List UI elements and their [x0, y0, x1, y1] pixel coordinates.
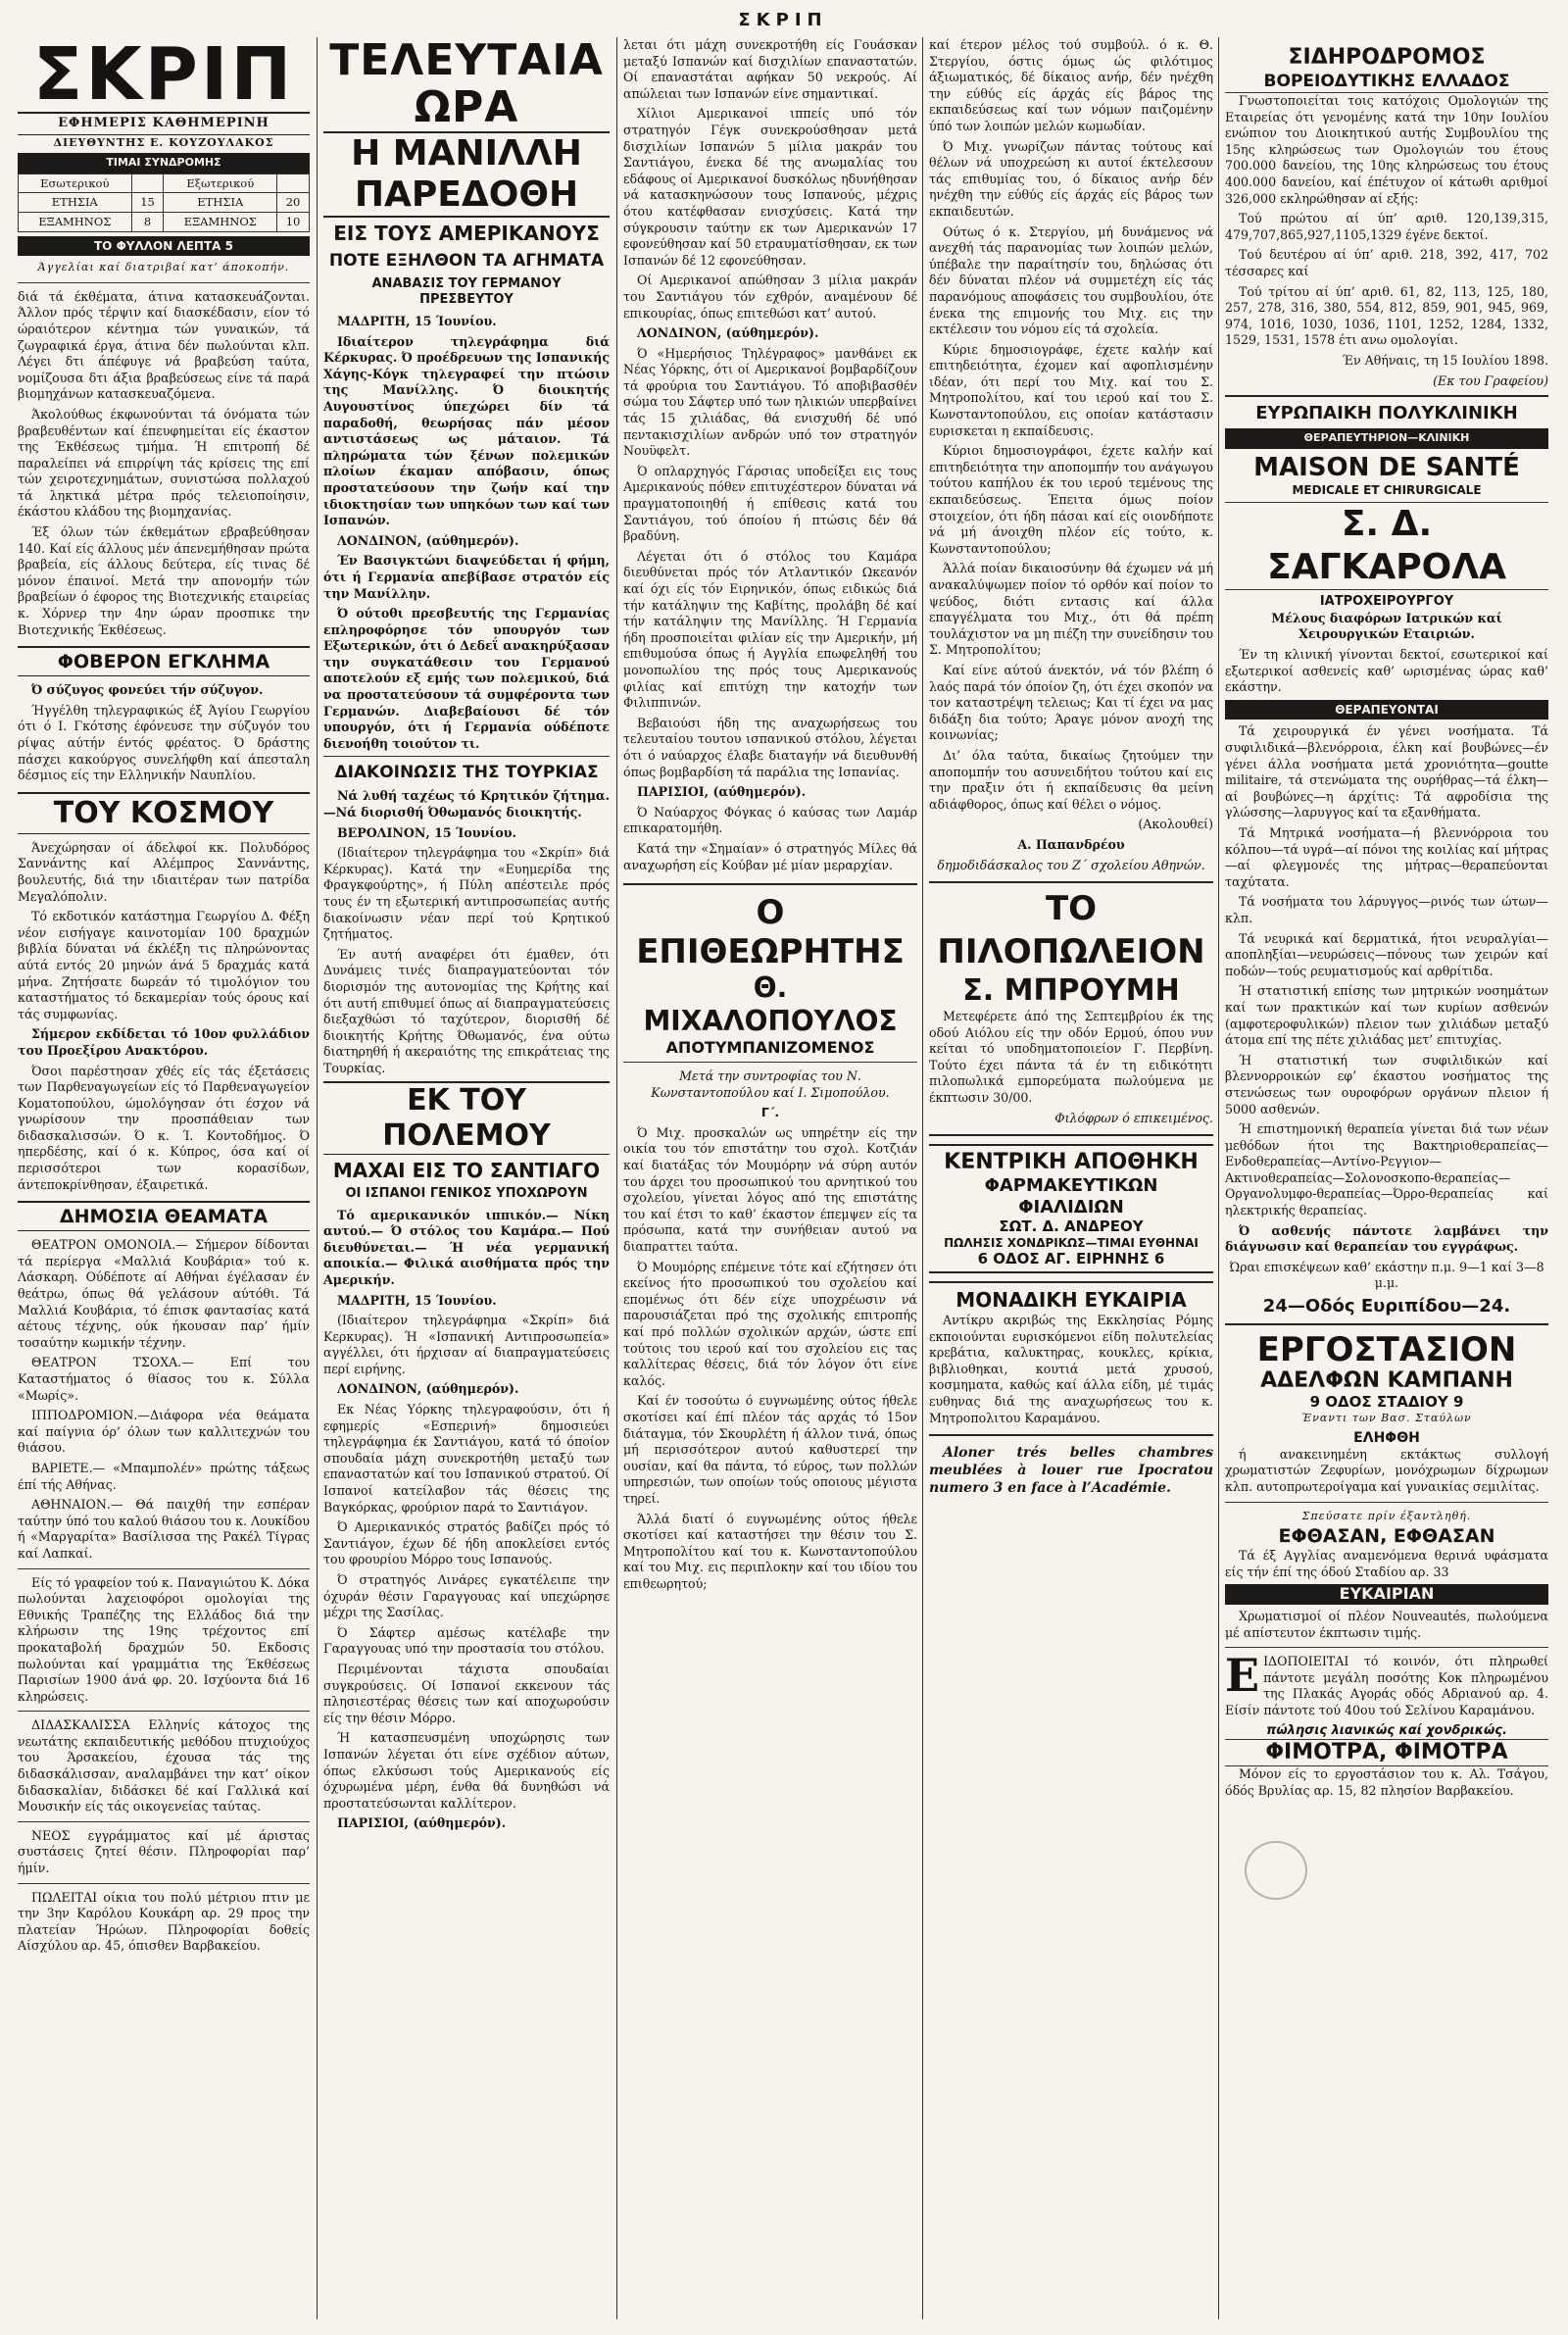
fashion-heading: ΕΦΘΑΣΑΝ, ΕΦΘΑΣΑΝ	[1278, 1525, 1495, 1548]
price-cell: 15	[131, 193, 164, 213]
masthead-title: ΣΚΡΙΠ	[32, 37, 295, 117]
ad-sign: Φιλόφρων ό επικειμένος.	[1054, 1110, 1213, 1125]
paragraph: Ή επιστημονική θεραπεία γίνεται διά των νέων μεθόδων ήτοι της Βακτηριοθεραπείας—Ενδοθεραπείας—Αντίνο-Ρεγγιον—Ακτινοθεραπείας—Σολονοσκοπο-θεραπείας—Οργανολυμφο-θεραπείας—Όρρο-θεραπείας καί ηλεκτρικής θεραπείας.	[1225, 1121, 1548, 1218]
notice-text: ΙΔΟΠΟΙΕΙΤΑΙ τό κοινόν, ότι πληρωθεί πάντοτε μεγάλη ποσότης Κοκ πληρωμένου της Πλακάς Αγοράς οδός Αδριανού αρ. 4. Είσίν πάντοτε τού 40ου τού Σελίνου Καραμάνου.	[1225, 1654, 1548, 1717]
ad-text: Αντίκρυ ακριβώς της Εκκλησίας Ρόμης εκποιούνται ευρισκόμενοι είδη πολυτελείας κρεβάτια, καλυκτηρας, κουκλες, κρίκια, βιβλιοθηκαι, κουτιά μετά χρυσού, κοσμηματα, καθώς καί άλλα είδη, μέ τιμάς ευθηνας διά της αναχωρήσεως του κ. Μητροπολιτου Καραμάνου.	[929, 1313, 1213, 1425]
paragraph: ΘΕΑΤΡΟΝ ΤΣΟΧΑ.— Επί του Καταστήματος ό θίασος του κ. Σύλλα «Μωρίς».	[18, 1355, 310, 1403]
banner-manila: Η ΜΑΝΙΛΛΗ ΠΑΡΕΔΟΘΗ	[323, 131, 610, 218]
paragraph: Κατά την «Σημαίαν» ό στρατηγός Μίλες θά αναχωρήση είς Κούβαν μέ μίαν μεραρχίαν.	[623, 840, 917, 872]
price-cell: ΕΞΑΜΗΝΟΣ	[164, 212, 277, 231]
paragraph: Τά Μητρικά νοσήματα—ή βλεννόρροια του κόλπου—τά υγρά—αί πόνοι της κοιλίας καί μήτρας—αί φλεγμονές της μήτρας—θεραπεύονται ταχύτατα.	[1225, 825, 1548, 889]
dateline: ΛΟΝΔΙΝΟΝ, (αύθημερόν).	[337, 532, 519, 548]
paragraph: Ό Μιχ. προσκαλών ως υπηρέτην είς την οικία του τόν επιστάτην του σχολ. Κοτζιάν καί διατάξας τόν Μουμόρην νά σύρη αυτόν του άρχει του προσωπικού του αρνητικού του σχολείου, γίνεται λόγος από της επιστάτης του καί έτσι το καθ’ έκαστον έπεμψεν είς τα πρόσωπα, κατά την συνήθειαν αυτού να διαπραττει ταύτα.	[623, 1124, 917, 1255]
paragraph: Ό ούτοθι πρεσβευτής της Γερμανίας επληροφόρησε τόν υπουργόν των Εξωτερικών, ότι ό Δεδεΐ ανακηρύξασαν την συγκατάθεσιν του Γερμανού αποτελούν εξ εμής των πολεμικού, διά να προστατεύσουν τά συμφέροντα των Γερμανών. Διαβεβαίουσι δέ τόν υπουργόν, ότι ή Γερμανία ούδέποτε διενοήθη τοιούτον τι.	[323, 606, 610, 751]
paragraph: Ή κατασπευσμένη υποχώρησις των Ισπανών λέγεται ότι είνε σχέδιον αύτων, όπως ελκύσωσι τούς Αμερικανούς είς όχυρωμένα μέρη, ένθα θά δυνηθώσι νά προστατεύσωνται καλλίτερον.	[323, 1730, 610, 1811]
paragraph: Ό Μουμόρης επέμεινε τότε καί εζήτησεν ότι εκείνος ήτο προσωπικού του σχολείου καί επομένως ότι δέν είχε υποχρέωσιν νά παρουσιάζεται πρό της σχολικής επιτροπής καί πρό πολλών σχολικών αρχών, ώστε επί τούτοις του ιερού καί του σχολείου εις τας καλλίτερας θέσεις, διά τόν λόγον ότι είνε καλός.	[623, 1259, 917, 1388]
paragraph: Χρωματισμοί οί πλέον Nouveautés, πωλούμενα μέ απίστευτον έκπτωσιν τιμής.	[1225, 1608, 1548, 1640]
paragraph: ΙΠΠΟΔΡΟΜΙΟΝ.—Διάφορα νέα θεάματα καί παίγνια όρ’ όλων των καλλιτεχνών του θιάσου.	[18, 1408, 310, 1456]
ad-pharmacy	[929, 1144, 1213, 1273]
price-cell	[277, 174, 310, 193]
dateline: ΜΑΔΡΙΤΗ, 15 Ίουνίου.	[337, 314, 497, 328]
price-cell: Εξωτερικού	[164, 174, 277, 193]
clinic-address: 24—Οδός Ευριπίδου—24.	[1262, 1296, 1511, 1317]
paragraph: (Ιδιαίτερον τηλεγράφημα «Σκρίπ» διά Κερκυρας). Ή «Ισπανική Αντιπροσωπεία» αγγέλλει, ότι ήρχισαν αί διαπραγματεύσεις περί ειρήνης.	[323, 1313, 610, 1376]
running-head: ΣΚΡΙΠ	[738, 10, 828, 30]
ad-subtitle: Σ. ΜΠΡΟΥΜΗ	[962, 973, 1180, 1009]
dateline: ΠΑΡΙΣΙΟΙ, (αύθημερόν).	[337, 1815, 507, 1831]
paragraph: Ό Μιχ. γνωρίζων πάντας τούτους καί θέλων νά υποχρεώση κι αυτοί έκτελεσουν τάς επιθυμίας του, ό δίκαιος ανήρ δέν ηνέχθη την εύθύς είς άρχάς είς βάρος των εκπαιδευτών.	[929, 138, 1213, 219]
ad-name: ΣΩΤ. Δ. ΑΝΔΡΕΟΥ	[999, 1217, 1144, 1236]
paragraph: (Ιδιαίτερον τηλεγράφημα του «Σκρίπ» διά Κέρκυρας). Κατά την «Ευημερίδα της Φραγκφούρτης», ή Πύλη απέστειλε πρός τους έν τη εξωτερική αντιπροσωπείας αυτής διακοίνωσιν νέαν περί τού Κρητικού ζητήματος.	[323, 845, 610, 942]
section-heading-crime: ΦΟΒΕΡΟΝ ΕΓΚΛΗΜΑ	[18, 646, 310, 676]
ads-note: Άγγελίαι καί διατριβαί κατ’ άποκοπήν.	[37, 261, 290, 274]
paragraph: Έν Βασιγκτώνι διαψεύδεται ή φήμη, ότι ή Γερμανία απεβίβασε στρατόν είς την Μανίλλην.	[323, 553, 610, 601]
inspector-name: Θ. ΜΙΧΑΛΟΠΟΥΛΟΣ	[643, 971, 898, 1038]
paragraph: Ό Αμερικανικός στρατός βαδίζει πρός τό Σαντιάγον, έχων δέ ήδη αποκλείσει εντός του φρουρίου Μόρρο τους Ισπανούς.	[323, 1519, 610, 1567]
clinic-hours: Ώραι επισκέψεων καθ’ εκάστην π.μ. 9—1 καί 3—8 μ.μ.	[1229, 1259, 1544, 1291]
maison-heading: MAISON DE SANTÉ	[1253, 452, 1520, 482]
ad-text: Μετεφέρετε άπό της Σεπτεμβρίου έκ της οδού Αιόλου είς την οδόν Ερμού, όπου νυν κείται τό υποδηματοποιείον Γ. Περβίνη. Τούτο έχει πάντα τά έν τη ειδικότητι πιλοπωλικά εμπορεύματα πωλούμενα με έκπτωσιν 30/00.	[929, 1009, 1213, 1106]
velvet-lead: πώλησις λιανικώς καί χονδρικώς.	[1266, 1722, 1507, 1738]
paragraph: Γνωστοποιείται τοις κατόχοις Ομολογιών της Εταιρείας ότι γενομένης κατά την 10ην Ιουλίου ενώπιον του Διοικητικού αυτής Συμβουλίου της 15ης κληρώσεως των Ομολογιών του έτους 700.000 δανείου, της 10ης κληρώσεως του έτους 400.000 δανείου, καί έπέτυχον οί κάτωθι αριθμοί 326,000 εκληρώθησαν αί εξής:	[1225, 93, 1548, 206]
war-lead: Τό αμερικανικόν ιππικόν.— Νίκη αυτού.— Ό στόλος του Καμάρα.— Πού διευθύνεται.— Ή νέα γερμανική αποικία.— Φιλικά αισθήματα πρός την Αμερικήν.	[323, 1207, 610, 1287]
paragraph: Έξ όλων τών έκθεμάτων εβραβεύθησαν 140. Καί είς άλλους μέν άπενεμήθησαν πρώτα βραβεία, είς άλλους δεύτερα, είς τινας δέ μόνον έπαινοί. Μετά την απονομήν τών βραβείων ό έφορος της Βιοτεχνικής εταιρείας κ. Χόρνερ την 4ην ώραν προσπικε την Βιοτεχνικής Έκθέσεως.	[18, 524, 310, 637]
sheet-price: ΤΟ ΦΥΛΛΟΝ ΛΕΠΤΑ 5	[18, 236, 310, 257]
paragraph: Εκ Νέας Υόρκης τηλεγραφούσιν, ότι ή εφημερίς «Εσπερινή» δημοσιεύει τηλεγράφημα έκ Σαντιάγου, κατά τό όποίον σπουδαία μάχη συνεκροτήθη μεταξύ των επαναστατών καί του Ισπανικού στρατού. Οί Ισπανοί κατείλαβον τάς θέσεις της Βαγκόρκας, φρούριον παρά το Σαντιάγον.	[323, 1402, 610, 1515]
paragraph: Ή στατιστική επίσης των μητρικών νοσημάτων καί των πρακτικών καί των κυρίων ασθενών (αμφοτεροφυλικών) πλειον των χιλιάδων μεταξύ άτομα επί της πέτε χιλιάδας μετ’ επιτυχίας.	[1225, 983, 1548, 1048]
banner-last-hour: ΤΕΛΕΥΤΑΙΑ ΩΡΑ	[329, 37, 604, 132]
price-table	[18, 174, 310, 232]
paragraph: Ή στατιστική των συφιλιδικών καί βλεννορροικών εφ’ έκαστου νοσήματος της στενώσεως των ουροφόρων οργάνων πλειον ή 5000 ασθενών.	[1225, 1052, 1548, 1117]
subhead-ships: ΠΟΤΕ ΕΞΗΛΘΟΝ ΤΑ ΑΓΗΜΑΤΑ	[328, 251, 605, 271]
price-cell: 20	[277, 193, 310, 213]
rail-date: Έν Αθήναις, τη 15 Ιουλίου 1898.	[1342, 352, 1548, 368]
ad-hat-shop	[929, 881, 1213, 1136]
price-cell: ΕΞΑΜΗΝΟΣ	[19, 212, 132, 231]
ad-opportunity	[929, 1281, 1213, 1436]
paragraph: Λέγεται ότι ό στόλος του Καμάρα διευθύνεται πρός τόν Ατλαντικόν Ωκεανόν καί όχι είς τόν Ειρηνικόν, όπως ειδικώς διά τήν κατάληψιν της Καβίτης, προλάβη δέ καί τήν κατάληψιν της Μανίλλης. Ή Γερμανία ήδη προσποιείται φιλίαν είς την Αμερικήν, μή επιθυμούσα όπως ή Αγγλία επωφεληθή του μονοπωλίου της πρός τους Αμερικανούς φιλίας καί επιτύχη την κατοχήν των Φιλιππινών.	[623, 548, 917, 711]
paragraph: Τά νευρικά καί δερματικά, ήτοι νευραλγίαι—αποπληξίαι—νευρώσεις—πόνους των χειρών καί ποδών—τούς ρευματισμούς καί αρθρίτιδα.	[1225, 930, 1548, 978]
doctor-lead: Μέλους διαφόρων Ιατρικών καί Χειρουργικών Εταιριών.	[1271, 610, 1502, 642]
paragraph: διά τά έκθέματα, άτινα κατασκευάζονται. Άλλον πρός τέρψιν καί διασκέδασιν, είον τό ώραιότερον κέντημα τών γυναικών, τά ζωγραφικά έργα, άτινα δέν πωλούνται κλπ. Λέγει δτι άπέφυγε νά βραβεύση ταύτα, νομίζουσα δτι άξια βραβεύσεως είνε τά παρά βιομηχάνων κατασκευαζόμενα.	[18, 288, 310, 402]
masthead-director: ΔΙΕΥΘΥΝΤΗΣ Ε. ΚΟΥΖΟΥΛΑΚΟΣ	[53, 135, 274, 149]
paragraph: Άλλά ποίαν δικαιοσύνην θά έχωμεν νά μή ανακαλύψωμεν ποίον τό ορθόν καί ποίον το ψεύδος, διότι εντασις καί άλλα επαγγέλματα του Μιχ., ότι θά πρέπη τουλάχιστον να μη πιέζη την συνείδησιν του Σ. Μητροπολίτου;	[929, 561, 1213, 658]
paragraph: Σήμερον εκδίδεται τό 10ον φυλλάδιον του Προεξίρου Ανακτόρου.	[18, 1026, 310, 1058]
paragraph: Άνεχώρησαν οί άδελφοί κκ. Πολυδόρος Σαννάντης καί Αλέμπρος Σαννάντης, βουλευτής, διά την ιδιαιτέραν των πατρίδα Μεγαλόπολιν.	[18, 839, 310, 904]
paragraph: Περιμένονται τάχιστα σπουδαίαι συγκρούσεις. Οί Ισπανοί εκκενουν τάς πλησιεστέρας θέσεις των καί αποχωρούσιν είς την θέσιν Μόρρο.	[323, 1661, 610, 1725]
dateline: ΠΑΡΙΣΙΟΙ, (αύθημερόν).	[637, 784, 807, 800]
column-4	[929, 37, 1213, 2319]
ad-address: 6 ΟΔΟΣ ΑΓ. ΕΙΡΗΝΗΣ 6	[977, 1250, 1165, 1268]
ad-subtitle: ΦΑΡΜΑΚΕΥΤΙΚΩΝ ΦΙΑΛΙΔΙΩΝ	[984, 1175, 1158, 1218]
clinic-subheading: ΘΕΡΑΠΕΥΤΗΡΙΟΝ—ΚΛΙΝΙΚΗ	[1225, 428, 1548, 449]
paragraph: Ό ασθενής πάντοτε λαμβάνει την διάγνωσιν καί θεραπείαν του εγγράφως.	[1225, 1222, 1548, 1255]
price-cell: Εσωτερικού	[19, 174, 132, 193]
column-3	[623, 37, 917, 2319]
paragraph: Ό στρατηγός Λινάρες εγκατέλειπε την όχυράν θέσιν Γαραγγουας καί υπεχώρησε μέχρι της Σασίλας.	[323, 1572, 610, 1620]
paragraph: Τά χειρουργικά έν γένει νοσήματα. Τά συφιλιδικά—βλενόρροια, έλκη καί βουβώνες—έν γένει άλλα νοσήματα μετά χρονιότητα—goutte militaire, τά στενώματα της ουρήθρας—τά έλκη—αί βουβώνες—η άρχίτις: Τά αφροδίσια της γλώσσης—λαρυγγος καί τα εξανθήματα.	[1225, 723, 1548, 820]
paragraph: ή ανακεινημένη εκτάκτως συλλογή χρωματιστών Ζεφυρίων, μονόχρωμων δίχρωμων κλπ. αυτοπρωτεροίγαμα καί γυναικίας σεμιλίτας.	[1225, 1446, 1548, 1494]
paragraph: καί έτερον μέλος τού συμβούλ. ό κ. Θ. Στεργίου, όστις όμως ώς φιλότιμος άξιωματικός, δέ δίκαιος ανήρ, δέν ηνέχθη την εύθύς είς άρχάς είς βάρος της εκπαιδεύσεως καί των νόμων παιζομένην ύπό των λοιπών μελών κωμωδίαν.	[929, 37, 1213, 133]
paragraph: Ό Σάφτερ αμέσως κατέλαβε την Γαραγγουας υπό την προστασία του στόλου.	[323, 1624, 610, 1657]
subhead-americans: ΕΙΣ ΤΟΥΣ ΑΜΕΡΙΚΑΝΟΥΣ	[333, 222, 600, 245]
paragraph: Καί είνε αύτού άνεκτόν, νά τόν βλέπη ό λαός παρά τόν όποίον ζη, ότι έχει σκοπόν να τον καταστρέψη τελειως; Και τί έχει να μας διδάξη δια τούτο; Άραγε μόνον ανοχή της κοινωνίας;	[929, 662, 1213, 743]
maison-subheading: MEDICALE ET CHIRURGICALE	[1292, 482, 1482, 497]
paragraph: Δι’ όλα ταύτα, δικαίως ζητούμεν την αποπομπήν του ασυνειδήτου τούτου καί εις την πραξιν ότι ή εκπαίδευσις θα μείνη αδιάφθορος, όπως καί θέλει ο νόμος.	[929, 747, 1213, 812]
author-role: δημοδιδάσκαλος του Ζ΄ σχολείου Αθηνών.	[937, 857, 1205, 872]
dateline: ΒΕΡΟΛΙΝΟΝ, 15 Ίουνίου.	[337, 824, 516, 840]
ad-title: ΜΟΝΑΔΙΚΗ ΕΥΚΑΙΡΙΑ	[956, 1288, 1187, 1313]
price-cell	[131, 174, 164, 193]
paragraph: Ό Ναύαρχος Φόγκας ό καύσας των Λαμάρ επικαρατομήθη.	[623, 804, 917, 836]
sale-ad: ΠΩΛΕΙΤΑΙ οίκια του πολύ μέτριου πτιν με την 3ην Καρόλου Κουκάρη αρ. 29 προς την πλατείαν Ήρώων. Πληροφορίαι δοθείς Αίσχύλου αρ. 45, όπισθεν Βαρβακείου.	[18, 1889, 310, 1954]
paragraph: Όσοι παρέστησαν χθές είς τάς έξετάσεις των Παρθεναγωγείων είς τό Παρθεναγωγείον Κοματοπούλου, ώμολόγησαν ότι έσχον νά γνωρίσουν την προσπάθειαν των διδασκαλισσών. Ό κ. Ί. Κοντοδήμος. Ό ηπερδέσης, καί ό κ. Κύπρος, όσα καί οί περισσότεροι των κορασίδων, άντεποκρίνθησαν, έξαιρετικά.	[18, 1063, 310, 1192]
french-ad: Aloner trés belles chambres meublées à louer rue Ipocratou numero 3 en face à l’Académie.	[929, 1445, 1213, 1497]
fashion-lead: Σπεύσατε πρίν έξαντληθή.	[1301, 1509, 1472, 1522]
paragraph: Τού τρίτου αί ύπ’ αριθ. 61, 82, 113, 125, 180, 257, 278, 316, 380, 554, 812, 859, 901, 945, 969, 974, 1016, 1030, 1036, 1101, 1252, 1284, 1332, 1529, 1531, 1578 έτι ανω ομολογίαι.	[1225, 283, 1548, 348]
part-numeral: Γ΄.	[760, 1105, 780, 1120]
teacher-ad: ΔΙΔΑΣΚΑΛΙΣΣΑ Ελληνίς κάτοχος της νεωτάτης εκπαιδευτικής μεθόδου πτυχιούχος του Άρσακείου, έχουσα τάς της διδασκάλισσαν, αναλαμβάνει την κατ’ οίκον διδασκαλίαν, διδάσκει δέ καί Γαλλικά καί Μουσικήν είς τάς οικογενείας ταύτας.	[18, 1717, 310, 1814]
inspector-subhead: ΑΠΟΤΥΜΠΑΝΙΖΟΜΕΝΟΣ	[623, 1038, 917, 1063]
paragraph: Έν τη κλινική γίνονται δεκτοί, εσωτερικοί καί εξωτερικοί ασθενείς καθ’ ωρισμένας ώρας καθ’ εκάστην.	[1225, 647, 1548, 695]
clinic-heading: ΕΥΡΩΠΑΙΚΗ ΠΟΛΥΚΛΙΝΙΚΗ	[1255, 403, 1518, 424]
paragraph: Ό οπλαρχηγός Γάρσιας υποδείξει εις τους Αμερικανούς πόθεν επιτυχέστερον δύναται νά πραγματοποιηθή ή επίθεσις κατά του Σαντιάγου, τού όποίου ή πτώσις δέν θά βραδύνη.	[623, 463, 917, 544]
paragraph: Ήγγέλθη τηλεγραφικώς έξ Άγίου Γεωργίου ότι ό Ι. Γκότσης έφόνευσε την σύζυγόν του ρίψας αύτήν έντός φρέατος. Ό δράστης πάσχει κακούργος συνελήφθη καί άπεσταλη δέσμιος είς την Ελληνικήν Ναυπλίου.	[18, 702, 310, 783]
factory-address-2: Έναντι των Βασ. Σταύλων	[1301, 1411, 1472, 1424]
column-2	[323, 37, 610, 2319]
rail-subheading: ΒΟΡΕΙΟΔΥΤΙΚΗΣ ΕΛΛΑΔΟΣ	[1225, 71, 1548, 93]
paragraph: Ό «Ημερήσιος Τηλέγραφος» μανθάνει εκ Νέας Υόρκης, ότι οί Αμερικανοί βομβαρδίζουν τά φρούρια του Σαντιάγου. Τό αποβιβασθέν σώμα του Σάφτερ υπό των ηλικιών υπερβαίνει τάς 15 χιλιάδας, θά ενισχυθή δέ υπό πεντακισχιλίων ανδρών υπό τον στρατηγόν Νουϋφελτ.	[623, 345, 917, 459]
paragraph: ΑΘΗΝΑΙΟΝ.— Θά παιχθή την εσπέραν ταύτην ύπό του καλού θιάσου του κ. Λουκίδου ή «Μαργαρίτα» Βασίλισσα της Ρακέλ Τίγρας καί Λαπκαί.	[18, 1497, 310, 1561]
paragraph: Καί έν τοσούτω ό ευγνωμένης ούτος ήθελε σκοτίσει καί έπί πλέον τάς αρχάς τό 15ον διάταγμα, τόν Σκουρλέτη ή άλλον τινά, όπως μή περισσότερον αυτού καθυστερεί την ουσίαν, καί θα πάντα, τό εύρος, των πολλών υπηρεσιών, των οποίων τούς οποιους μέγιστα τηρεί.	[623, 1393, 917, 1506]
subhead-crete: ΔΙΑΚΟΙΝΩΣΙΣ ΤΗΣ ΤΟΥΡΚΙΑΣ	[323, 756, 610, 784]
subhead-santiago: ΜΑΧΑΙ ΕΙΣ ΤΟ ΣΑΝΤΙΑΓΟ	[332, 1158, 601, 1182]
velvet-heading: ΦΙΜΟΤΡΑ, ΦΙΜΟΤΡΑ	[1225, 1739, 1548, 1766]
factory-address: 9 ΟΔΟΣ ΣΤΑΔΙΟΥ 9	[1309, 1393, 1464, 1412]
factory-name: ΑΔΕΛΦΩΝ ΚΑΜΠΑΝΗ	[1260, 1368, 1513, 1394]
paragraph: λεται ότι μάχη συνεκροτήθη είς Γουάσκαν μεταξύ Ισπανών καί δισχιλίων επαναστατών. Οί επαναστάται αφήκαν 50 νεκρούς. Αί απώλειαι των Ισπανών είνε σημαντικαί.	[623, 37, 917, 101]
column-1	[18, 37, 310, 2319]
factory-arrived: ΕΛΗΦΘΗ	[1353, 1430, 1420, 1447]
factory-heading: ΕΡΓΟΣΤΑΣΙΟΝ	[1256, 1330, 1517, 1370]
subhead-generals: ΟΙ ΙΣΠΑΝΟΙ ΓΕΝΙΚΟΣ ΥΠΟΧΩΡΟΥΝ	[345, 1185, 588, 1201]
paragraph: Έν αυτή αναφέρει ότι έμαθεν, ότι Δυνάμεις τινές διαπραγματεύονται τόν διορισμόν της αυτονομίας της Κρήτης καί ότι αυτή επιθυμεί όπως αί διαπραγματεύσεις διεξαχθώσι τό ταχύτερον, διορισθή δέ διοικητής Κρήτης Όθωμανός, ένα ούτω διατηρηθή ή ακεραιότης της επικράτειας της Τουρκίας.	[323, 946, 610, 1075]
banner-war: ΕΚ ΤΟΥ ΠΟΛΕΜΟΥ	[323, 1081, 610, 1155]
inspector-heading: Ο ΕΠΙΘΕΩΡΗΤΗΣ	[636, 893, 905, 972]
paragraph: Τά νοσήματα του λάρυγγος—ρινός των ώτων—κλπ.	[1225, 894, 1548, 925]
rail-heading: ΣΙΔΗΡΟΔΡΟΜΟΣ	[1288, 45, 1486, 70]
paragraph: Τά έξ Αγγλίας αναμενόμενα θερινά υφάσματα είς τήν έπί της όδού Σταδίου αρ. 33	[1225, 1548, 1548, 1579]
newspaper-page	[18, 8, 1548, 2327]
lottery-ad: Είς τό γραφείον τού κ. Παναγιώτου Κ. Δόκα πωλούνται λαχειοφόροι ομολογίαι της Εθνικής Τραπέζης της Ελλάδος διά την κλήρωσιν της 19ης τρέχοντος επί προκαταβολή δραχμών 50. Εκδοσις πωλούνται καί γραμμάτια της Έκθέσεως Παρισίων 1900 άνά φρ. 20. Ισχύοντα διά 16 κληρώσεις.	[18, 1574, 310, 1704]
paragraph: Άκολούθως έκφωνούνται τά όνόματα τών βραβευθέντων καί έπευφημείται είς έκαστον της Έκθέσεως τμήμα. Ή επιτροπή δέ παραλείπει νά επιρρίψη τάς κρίσεις της επί τών χειροτεχνημάτων, συνιστώσα πολλαχού τά ληκτικά μέτρα πρός τελειοποίησιν, έκάστου κλάδου της βιομηχανίας.	[18, 406, 310, 520]
paragraph: Κύριε δημοσιογράφε, έχετε καλήν καί επιτηδειότητα, έχομεν καί αφοπλισμένην ιδέαν, ότι περί του Μιχ. καί του Σ. Μητροπολίτου, καί του ιερού καί του Σ. Κωνσταντοπούλου, εις οποίαν κατάστασιν ευρισκεται η εκπαίδευσις.	[929, 341, 1213, 438]
dateline: ΛΟΝΔΙΝΟΝ, (αύθημερόν).	[337, 1381, 519, 1397]
author-name: Α. Παπανδρέου	[1017, 836, 1125, 852]
paragraph: Τού δευτέρου αί ύπ’ αριθ. 218, 392, 417, 702 τέσσαρες καί	[1225, 247, 1548, 278]
paragraph: Ούτως ό κ. Στεργίου, μή δυνάμενος νά ανεχθή τάς παρανομίας των λοιπών μελών, ύπέβαλε την παραίτησίν του, δηλώσας ότι δέν δύναται πλέον νά συμμετέχη είς τάς παρανόμους αποφάσεις του συμβουλίου, ότε ένεκα της επιμονής του Μιχ. εις την εκτέλεσιν του νόμου είς τά σχολεία.	[929, 224, 1213, 337]
section-heading-spectacles: ΔΗΜΟΣΙΑ ΘΕΑΜΑΤΑ	[18, 1201, 310, 1231]
paragraph: Άλλά διατί ό ευγνωμένης ούτος ήθελε σκοτίσει καί καταστήσει την θέσιν του Σ. Μητροπολίτου καί του κ. Κωνσταντοπούλου καί του Μιχ. εις περιπλοκην καί του ιδίου του επιθεωρητού;	[623, 1511, 917, 1591]
paragraph: ΘΕΑΤΡΟΝ ΟΜΟΝΟΙΑ.— Σήμερον δίδονται τά περίεργα «Μαλλιά Κουβάρια» τού κ. Λάσκαρη. Ούδέποτε αί Αθήναι έγέλασαν έν θεάτρω, όπως θά γελάσουν αύτόθι. Τά Μαλλιά Κουβάρια, τό έπισκ φαντασίας κατά αέτους τέχνης, ούκ ήκουσαν παρ’ ήμίν τοσαύτην κωμικήν τέχνην.	[18, 1237, 310, 1350]
new-ad: ΝΕΟΣ εγγράμματος καί μέ άριστας συστάσεις ζητεί θέσιν. Πληροφορίαι παρ’ ήμίν.	[18, 1827, 310, 1876]
crime-lead: Ό σύζυγος φονεύει τήν σύζυγον.	[31, 682, 264, 698]
doctor-name: Σ. Δ. ΣΑΓΚΑΡΟΛΑ	[1225, 502, 1548, 590]
paragraph: Τού πρώτου αί ύπ’ αριθ. 120,139,315, 479,707,865,927,1105,1329 έγένε δεκτοί.	[1225, 211, 1548, 242]
crete-lead: Νά λυθή ταχέως τό Κρητικόν ζήτημα.—Νά διορισθή Όθωμανός διοικητής.	[323, 788, 610, 820]
paragraph: Ιδιαίτερον τηλεγράφημα διά Κέρκυρας. Ό προέδρευων της Ισπανικής Χάγης-Κόγκ τηλεγραφεί την πτώσιν της Μανίλλης. Ό διοικητής Αυγουστίνος ύπεχώρει δίν τά παραδοθή, θεωρήσας πάν μέσον αντιστάσεως ως μάταιον. Τά πληρώματα τών ξένων πολεμικών πλοίων έκαμαν απόβασιν, όπως προστατεύσουν την ζωήν καί την ιδιοκτησίαν των υπηκόων των καί των Ισπανών.	[323, 333, 610, 528]
continued-note: (Ακολουθεί)	[1138, 817, 1213, 832]
paragraph: ΒΑΡΙΕΤΕ.— «Μπαμπολέν» πρώτης τάξεως έπί τής Αθήνας.	[18, 1460, 310, 1492]
paragraph: Μόνον είς το εργοστάσιον του κ. Αλ. Τσάγου, όδός Βρυλίας αρ. 15, 82 πλησίον Βαρβακείου.	[1225, 1766, 1548, 1798]
section-heading-world: ΤΟΥ ΚΟΣΜΟΥ	[18, 792, 310, 834]
masthead-subtitle: ΕΦΗΜΕΡΙΣ ΚΑΘΗΜΕΡΙΝΗ	[18, 112, 310, 135]
paragraph: Τό εκδοτικόν κατάστημα Γεωργίου Δ. Φέξη νέον εισήγαγε καινοτομίαν 100 δραχμών βιβλία δύναται νά έκλέξη τις πληρώνοντας αύτά εντός 20 μηνών άνά 5 δραχμάς κατά μήνα. Ζητήσατε δωρεάν τό τιμολόγιον του καταστήματος τό δεκαμερίαν τούς όρους καί τάς συμφωνίας.	[18, 909, 310, 1021]
column-5	[1225, 37, 1548, 2319]
price-cell: 10	[277, 212, 310, 231]
ad-title: ΤΟ ΠΙΛΟΠΩΛΕΙΟΝ	[937, 889, 1205, 972]
doctor-role: ΙΑΤΡΟΧΕΙΡΟΥΡΓΟΥ	[1319, 594, 1454, 610]
dateline: ΛΟΝΔΙΝΟΝ, (αύθημερόν).	[637, 325, 819, 341]
drop-cap: Ε	[1225, 1649, 1260, 1703]
therapy-heading: ΘΕΡΑΠΕΥΟΝΤΑΙ	[1225, 700, 1548, 720]
ink-stamp-mark	[1245, 1841, 1307, 1900]
paragraph: Κύριοι δημοσιογράφοι, έχετε καλήν καί επιτηδειότητα την αποπομπήν του ανάγωγου τούτου καπήλου έκ του ιερού τεμένους της εκπαιδεύσεως. Έπειτα όμως ποίον στοιχείον, ότι ήδη πάσαι καί είς οιονδήποτε νά μή άνοιχθη πλέον είς τούτο, κ. Κωνσταντοπούλου;	[929, 443, 1213, 556]
occasion-heading: ΕΥΚΑΙΡΙΑΝ	[1225, 1584, 1548, 1605]
paragraph: Βεβαιούσι ήδη της αναχωρήσεως του τελευταίου τουτου ισπανικού στόλου, λέγεται ότι ό ναύαρχος έλαβε διαταγήν νά διευθυνθή όπως βομβαρδίση τά παράλια της Ισπανίας.	[623, 715, 917, 779]
price-cell: ΕΤΗΣΙΑ	[19, 193, 132, 213]
price-cell: 8	[131, 212, 164, 231]
price-cell: ΕΤΗΣΙΑ	[164, 193, 277, 213]
notice	[1225, 1649, 1548, 1718]
prices-header: ΤΙΜΑΙ ΣΥΝΔΡΟΜΗΣ	[18, 153, 310, 174]
byline: Μετά την συντροφίας του Ν. Κωνσταντοπούλου καί Ι. Σιμοπούλου.	[651, 1068, 890, 1100]
paragraph: Οί Αμερικανοί απώθησαν 3 μίλια μακράν του Σαντιάγου τόν εχθρόν, αναμένουν δέ επικουρίας, όπως επιτεθώσι κατ’ αυτού.	[623, 273, 917, 321]
paragraph: Χίλιοι Αμερικανοί ιππείς υπό τόν στρατηγόν Γέγκ συνεκρούσθησαν μετά δισχιλίων Ισπανών 5 μίλια μακράν του Σαντιάγου, ένεκα δέ της ανωμαλίας του εδάφους οί Αμερικανοί δυσκόλως ηδυνήθησαν νά κατασκηνώσουν τους Ισπανούς, μέχρις ότου κατέφθασαν ενισχύσεις. Κατά την σύγκρουσιν ταύτην εκ των Αμερικανών 17 εφονεύθησαν καί 50 ετραυματίσθησαν, εκ των Ισπανών δέ 12 εφονεύθησαν.	[623, 106, 917, 268]
rail-sign: (Εκ του Γραφείου)	[1433, 373, 1548, 388]
ad-line: ΠΩΛΗΣΙΣ ΧΟΝΔΡΙΚΩΣ—ΤΙΜΑΙ ΕΥΘΗΝΑΙ	[944, 1235, 1199, 1250]
ad-title: ΚΕΝΤΡΙΚΗ ΑΠΟΘΗΚΗ	[944, 1150, 1199, 1175]
subhead-germans: ΑΝΑΒΑΣΙΣ ΤΟΥ ΓΕΡΜΑΝΟΥ ΠΡΕΣΒΕΥΤΟΥ	[371, 276, 562, 307]
dateline: ΜΑΔΡΙΤΗ, 15 Ίουνίου.	[337, 1292, 497, 1308]
